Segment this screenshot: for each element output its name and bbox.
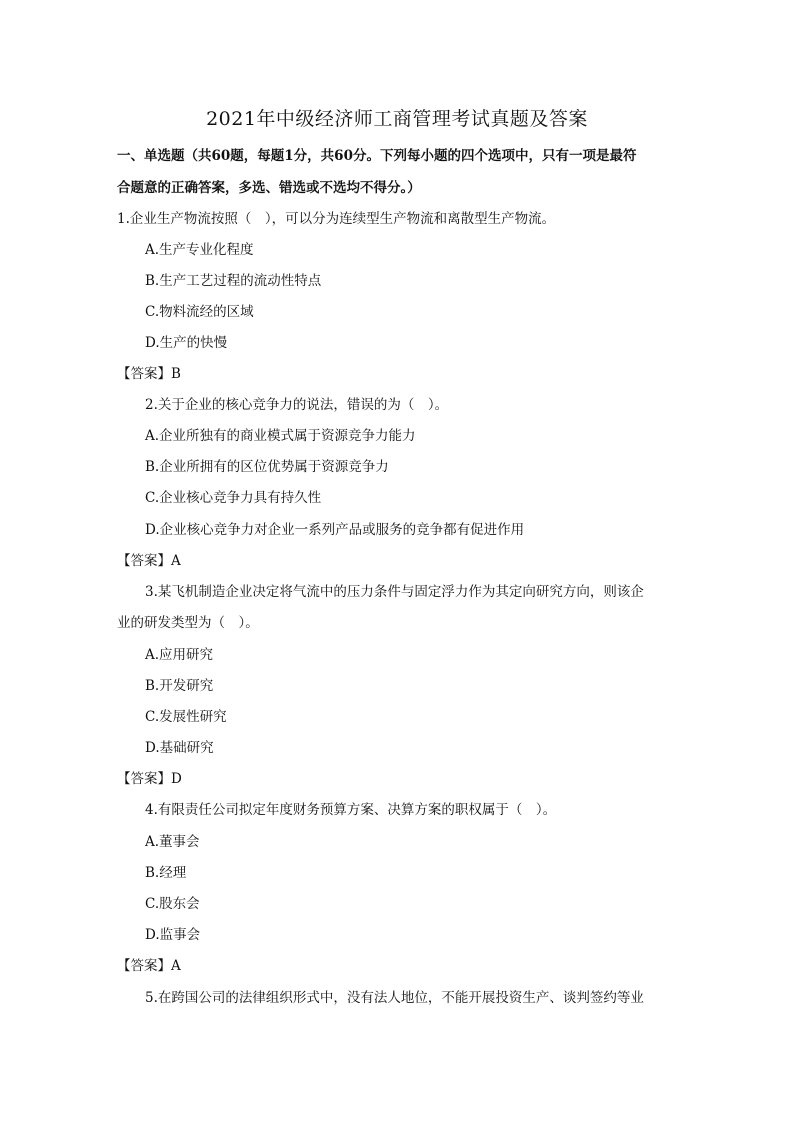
question-2-option-a: A.企业所独有的商业模式属于资源竞争力能力 [145, 428, 416, 444]
question-4-stem: 4.有限责任公司拟定年度财务预算方案、决算方案的职权属于（ ）。 [145, 802, 557, 818]
question-4-option-b: B.经理 [145, 865, 187, 881]
question-2-stem: 2.关于企业的核心竞争力的说法，错误的为（ ）。 [145, 397, 449, 413]
question-5-stem: 5.在跨国公司的法律组织形式中，没有法人地位，不能开展投资生产、谈判签约等业 [145, 990, 644, 1006]
question-1-answer: 【答案】B [117, 366, 181, 382]
section-heading-line-2: 合题意的正确答案，多选、错选或不选均不得分。） [117, 180, 421, 196]
question-3-answer: 【答案】D [117, 771, 182, 787]
question-3-option-d: D.基础研究 [145, 740, 214, 756]
question-1-stem: 1.企业生产物流按照（ ），可以分为连续型生产物流和离散型生产物流。 [117, 211, 556, 227]
question-2-answer: 【答案】A [117, 553, 181, 569]
question-1-option-b: B.生产工艺过程的流动性特点 [145, 273, 322, 289]
question-4-answer: 【答案】A [117, 958, 181, 974]
question-3-option-a: A.应用研究 [145, 647, 214, 663]
question-2-option-c: C.企业核心竞争力具有持久性 [145, 490, 322, 506]
page-title: 2021年中级经济师工商管理考试真题及答案 [206, 108, 588, 130]
question-4-option-a: A.董事会 [145, 834, 200, 850]
question-1-option-a: A.生产专业化程度 [145, 242, 254, 258]
question-3-stem-line-2: 业的研发类型为（ ）。 [117, 615, 259, 631]
question-1-option-c: C.物料流经的区域 [145, 304, 254, 320]
question-2-option-d: D.企业核心竞争力对企业一系列产品或服务的竞争都有促进作用 [145, 522, 525, 538]
section-heading-line-1: 一、单选题（共60题，每题1分，共60分。下列每小题的四个选项中，只有一项是最符 [117, 148, 637, 164]
question-3-option-b: B.开发研究 [145, 678, 214, 694]
question-4-option-c: C.股东会 [145, 896, 200, 912]
question-3-stem-line-1: 3.某飞机制造企业决定将气流中的压力条件与固定浮力作为其定向研究方向，则该企 [145, 584, 644, 600]
question-4-option-d: D.监事会 [145, 927, 201, 943]
question-1-option-d: D.生产的快慢 [145, 335, 228, 351]
question-2-option-b: B.企业所拥有的区位优势属于资源竞争力 [145, 459, 389, 475]
question-3-option-c: C.发展性研究 [145, 709, 227, 725]
